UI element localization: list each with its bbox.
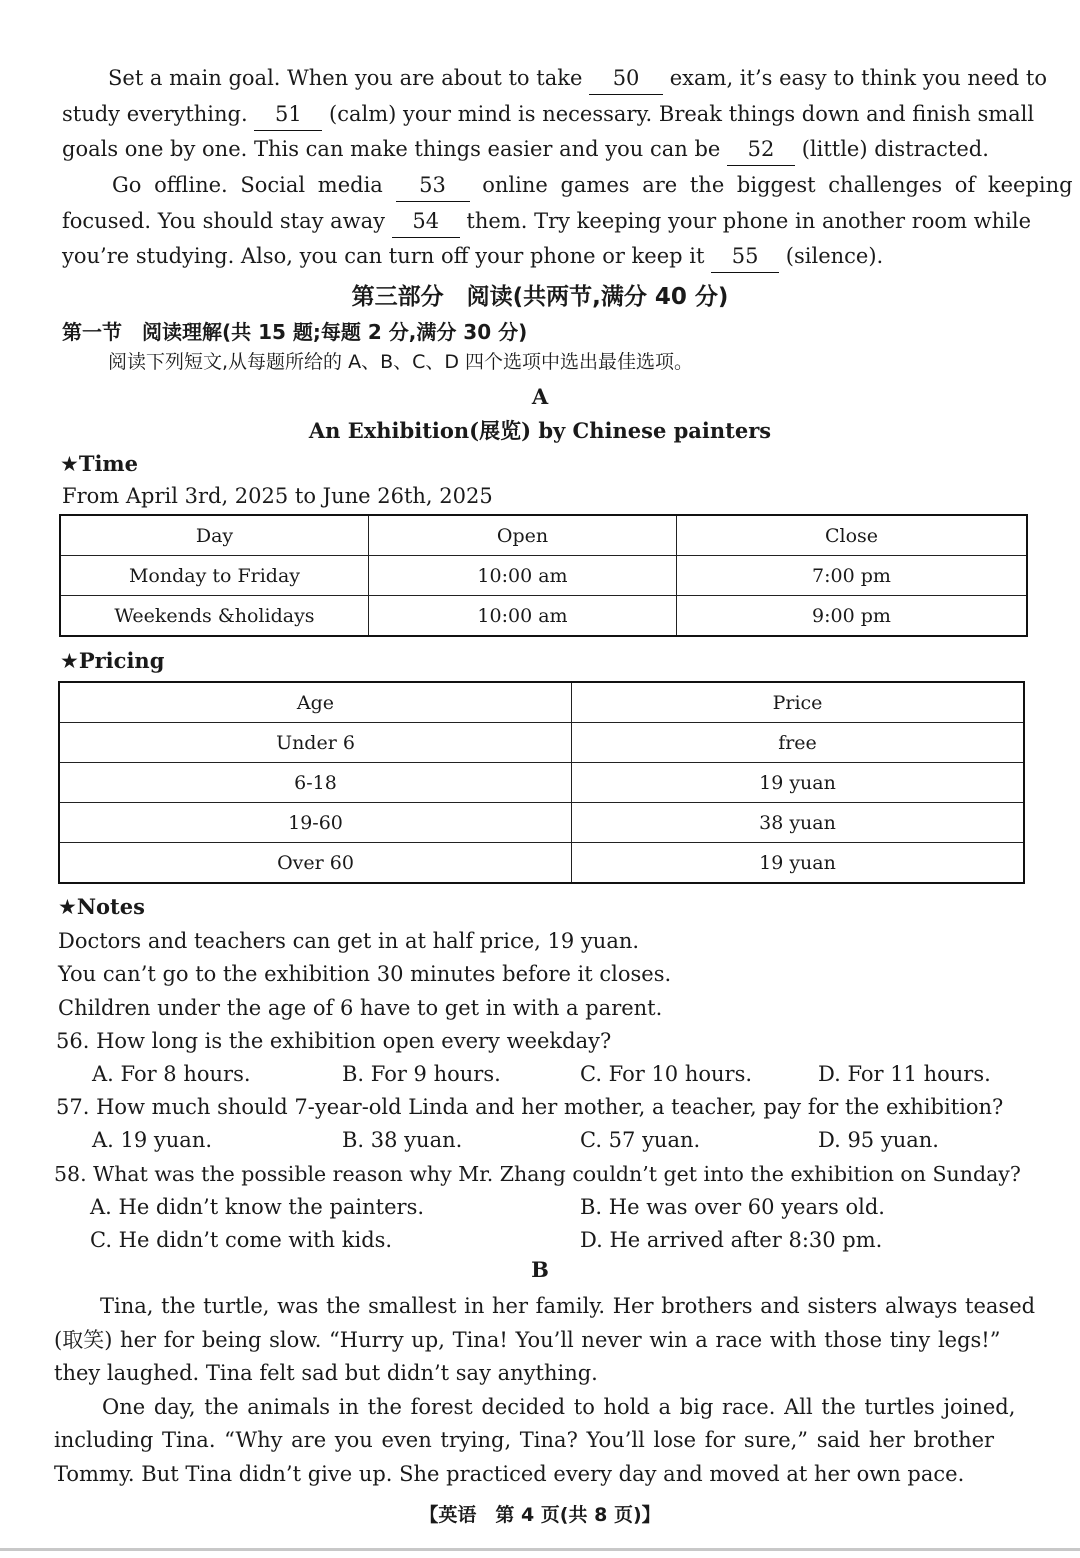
text: Go offline. Social media [112,173,383,197]
blank-51: 51 [254,98,322,131]
option-b: B. 38 yuan. [342,1128,463,1152]
cloze-line [62,240,883,273]
table-cell: Under 6 [59,723,572,763]
option-a: A. 19 yuan. [92,1128,213,1152]
table-row [60,596,1027,637]
table-row [59,723,1024,763]
part-title: 第三部分 阅读(共两节,满分 40 分) [351,284,729,310]
time-range: From April 3rd, 2025 to June 26th, 2025 [62,484,493,508]
table-header-row [60,515,1027,556]
table-cell: free [572,723,1025,763]
passage-line: (取笑) her for being slow. “Hurry up, Tina! You’ll never win a race with those tiny legs!” [54,1328,1001,1352]
passage-title: An Exhibition(展览) by Chinese painters [308,418,772,443]
table-cell: 19-60 [59,803,572,843]
blank-50: 50 [589,62,663,95]
star-icon: ★ [60,649,79,673]
option-a: A. He didn’t know the painters. [90,1195,425,1219]
table-cell: Open [369,515,677,556]
note-line: Children under the age of 6 have to get in with a parent. [58,996,663,1020]
table-cell: Weekends &holidays [60,596,369,637]
text: you’re studying. Also, you can turn off your phone or keep it [62,244,705,268]
passage-line: Tommy. But Tina didn’t give up. She practiced every day and moved at her own pace. [54,1462,965,1486]
heading-text: Notes [76,894,145,919]
table-row [60,556,1027,596]
bottom-divider [0,1548,1080,1551]
table-row [59,843,1024,884]
table-cell: Close [677,515,1028,556]
star-icon: ★ [60,452,79,476]
question-stem: 58. What was the possible reason why Mr. Zhang couldn’t get into the exhibition on Sunday? [54,1162,1021,1186]
pricing-table [58,681,1025,884]
heading-text: Pricing [78,648,165,673]
passage-line: they laughed. Tina felt sad but didn’t say anything. [54,1361,598,1385]
blank-53: 53 [396,169,470,202]
text: Set a main goal. When you are about to take [108,66,583,90]
text: focused. You should stay away [62,209,386,233]
blank-55: 55 [711,240,779,273]
table-row [59,763,1024,803]
table-cell: Day [60,515,369,556]
text: (silence). [785,244,884,268]
table-cell: 19 yuan [572,843,1025,884]
passage-letter: B [531,1257,549,1282]
table-cell: Over 60 [59,843,572,884]
question-stem: 56. How long is the exhibition open every weekday? [56,1029,612,1053]
instruction: 阅读下列短文,从每题所给的 A、B、C、D 四个选项中选出最佳选项。 [108,351,694,373]
option-d: D. 95 yuan. [818,1128,939,1152]
table-cell: 6-18 [59,763,572,803]
table-header-row [59,682,1024,723]
section-title: 第一节 阅读理解(共 15 题;每题 2 分,满分 30 分) [62,320,528,344]
table-cell: 9:00 pm [677,596,1028,637]
pricing-heading [60,645,164,677]
option-c: C. For 10 hours. [580,1062,753,1086]
text: them. Try keeping your phone in another room while [466,209,1032,233]
note-line: You can’t go to the exhibition 30 minutes before it closes. [58,962,672,986]
hours-table [59,514,1028,637]
note-line: Doctors and teachers can get in at half price, 19 yuan. [58,929,640,953]
text: goals one by one. This can make things easier and you can be [62,137,721,161]
passage-line: One day, the animals in the forest decided to hold a big race. All the turtles joined, [102,1395,1016,1419]
table-cell: 10:00 am [369,556,677,596]
table-cell: 38 yuan [572,803,1025,843]
text: (little) distracted. [801,137,989,161]
option-a: A. For 8 hours. [92,1062,251,1086]
option-b: B. For 9 hours. [342,1062,501,1086]
option-c: C. 57 yuan. [580,1128,701,1152]
table-row [59,803,1024,843]
page-footer: 【英语 第 4 页(共 8 页)】 [419,1504,661,1526]
cloze-line [62,205,1031,238]
text: study everything. [62,102,248,126]
star-icon: ★ [58,895,77,919]
cloze-line [108,62,1047,95]
cloze-line [62,133,989,166]
option-d: D. He arrived after 8:30 pm. [580,1228,883,1252]
text: (calm) your mind is necessary. Break things down and finish small [329,102,1035,126]
table-cell: 19 yuan [572,763,1025,803]
heading-text: Time [78,451,139,476]
table-cell: Price [572,682,1025,723]
blank-52: 52 [727,133,795,166]
text: exam, it’s easy to think you need to [669,66,1048,90]
passage-line: including Tina. “Why are you even trying, Tina? You’ll lose for sure,” said her brother [54,1428,995,1452]
blank-54: 54 [392,205,460,238]
cloze-line [112,169,1073,202]
passage-letter: A [531,384,549,409]
table-cell: Age [59,682,572,723]
cloze-line [62,98,1034,131]
option-b: B. He was over 60 years old. [580,1195,885,1219]
notes-heading [58,891,145,923]
option-c: C. He didn’t come with kids. [90,1228,393,1252]
option-d: D. For 11 hours. [818,1062,991,1086]
passage-line: Tina, the turtle, was the smallest in her family. Her brothers and sisters always teased [100,1294,1036,1318]
time-heading [60,448,138,480]
table-cell: Monday to Friday [60,556,369,596]
text: online games are the biggest challenges of keeping [482,173,1073,197]
question-stem: 57. How much should 7-year-old Linda and her mother, a teacher, pay for the exhibition? [56,1095,1004,1119]
table-cell: 10:00 am [369,596,677,637]
table-cell: 7:00 pm [677,556,1028,596]
